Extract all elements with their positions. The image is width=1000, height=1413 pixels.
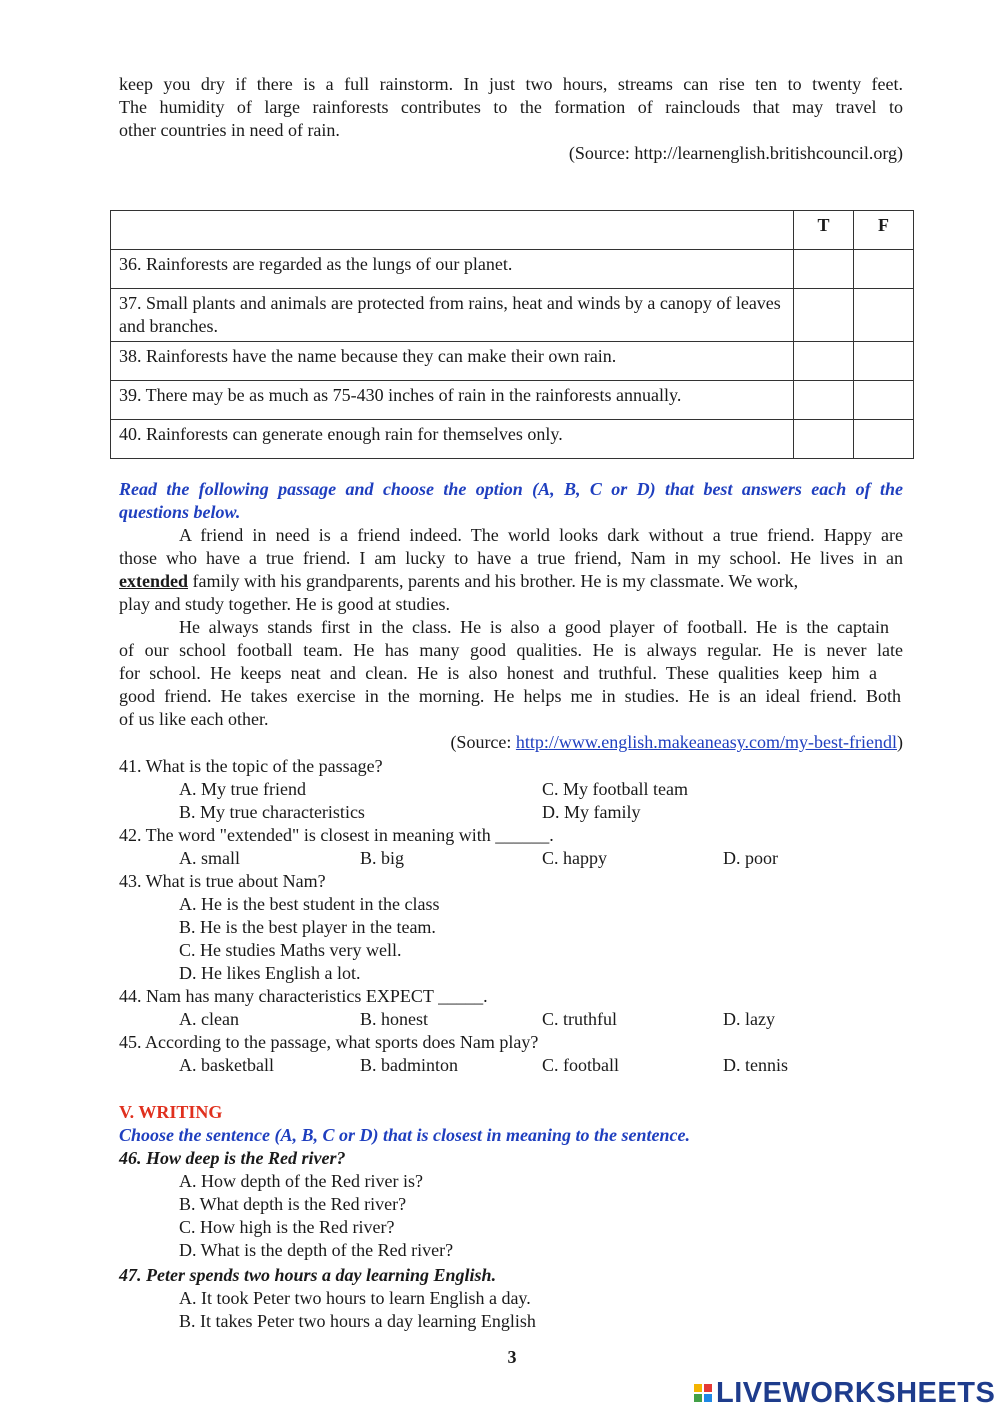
passage-text: family with his grandparents, parents and his brother. He is my classmate. We work, xyxy=(188,571,799,591)
true-false-table xyxy=(110,210,914,459)
answer-cell-true[interactable] xyxy=(794,342,854,381)
answer-cell-true[interactable] xyxy=(794,381,854,420)
option-a[interactable]: A. It took Peter two hours to learn English a day. xyxy=(179,1288,531,1308)
passage-line xyxy=(119,570,903,593)
passage-line: of us like each other. xyxy=(119,709,269,729)
option-c[interactable]: C. My football team xyxy=(542,779,688,799)
option-a[interactable]: A. He is the best student in the class xyxy=(179,894,440,914)
option-c[interactable]: C. He studies Maths very well. xyxy=(179,940,402,960)
option-d[interactable]: D. lazy xyxy=(723,1009,775,1029)
option-d[interactable]: D. He likes English a lot. xyxy=(179,963,361,983)
option-d[interactable]: D. poor xyxy=(723,848,778,868)
option-d[interactable]: D. My family xyxy=(542,802,641,822)
option-c[interactable]: C. How high is the Red river? xyxy=(179,1217,395,1237)
option-b[interactable]: B. badminton xyxy=(360,1055,458,1075)
passage-line: good friend. He takes exercise in the morning. He helps me in studies. He is an ideal friend. Both xyxy=(119,686,901,706)
option-c[interactable]: C. truthful xyxy=(542,1009,617,1029)
answer-cell-false[interactable] xyxy=(854,342,914,381)
option-a[interactable]: A. small xyxy=(179,848,240,868)
table-header-true: T xyxy=(794,211,854,250)
answer-cell-false[interactable] xyxy=(854,250,914,289)
reading-instruction: questions below. xyxy=(119,502,241,522)
passage-source: (Source: http://www.english.makeaneasy.com/my-best-friendl) xyxy=(450,732,903,752)
question-45: 45. According to the passage, what sports does Nam play? xyxy=(119,1032,539,1052)
question-46: 46. How deep is the Red river? xyxy=(119,1148,346,1168)
source-link[interactable]: http://www.english.makeaneasy.com/my-best-friendl xyxy=(515,732,897,752)
answer-cell-false[interactable] xyxy=(854,289,914,342)
underlined-word-extended: extended xyxy=(119,571,188,591)
option-a[interactable]: A. basketball xyxy=(179,1055,274,1075)
question-41: 41. What is the topic of the passage? xyxy=(119,756,383,776)
passage-line: of our school football team. He has many good qualities. He is always regular. He is never late xyxy=(119,640,903,660)
option-b[interactable]: B. big xyxy=(360,848,405,868)
answer-cell-true[interactable] xyxy=(794,420,854,459)
passage-line: The humidity of large rainforests contributes to the formation of rainclouds that may travel to xyxy=(119,97,903,117)
passage-line: for school. He keeps neat and clean. He is also honest and truthful. These qualities keep him a xyxy=(119,663,877,683)
answer-cell-true[interactable] xyxy=(794,289,854,342)
reading-instruction: Read the following passage and choose the option (A, B, C or D) that best answers each of the xyxy=(119,479,903,499)
question-47: 47. Peter spends two hours a day learning English. xyxy=(119,1265,497,1285)
statement-38: 38. Rainforests have the name because they can make their own rain. xyxy=(111,342,794,381)
option-b[interactable]: B. honest xyxy=(360,1009,429,1029)
option-b[interactable]: B. My true characteristics xyxy=(179,802,365,822)
statement-39: 39. There may be as much as 75-430 inches of rain in the rainforests annually. xyxy=(111,381,794,420)
passage-line: other countries in need of rain. xyxy=(119,120,340,140)
option-a[interactable]: A. clean xyxy=(179,1009,239,1029)
answer-cell-false[interactable] xyxy=(854,381,914,420)
passage-line: A friend in need is a friend indeed. The world looks dark without a true friend. Happy are xyxy=(179,525,903,545)
option-d[interactable]: D. tennis xyxy=(723,1055,788,1075)
writing-instruction: Choose the sentence (A, B, C or D) that is closest in meaning to the sentence. xyxy=(119,1125,691,1145)
passage-line: those who have a true friend. I am lucky to have a true friend, Nam in my school. He lives in an xyxy=(119,548,903,568)
liveworksheets-logo-icon xyxy=(694,1384,712,1402)
table-header-false: F xyxy=(854,211,914,250)
option-b[interactable]: B. What depth is the Red river? xyxy=(179,1194,407,1214)
passage-line: keep you dry if there is a full rainstorm. In just two hours, streams can rise ten to twenty feet. xyxy=(119,74,903,94)
option-c[interactable]: C. football xyxy=(542,1055,619,1075)
question-44: 44. Nam has many characteristics EXPECT _____. xyxy=(119,986,488,1006)
table-header-blank xyxy=(111,211,794,250)
passage-line: play and study together. He is good at studies. xyxy=(119,594,450,614)
option-b[interactable]: B. He is the best player in the team. xyxy=(179,917,436,937)
statement-40: 40. Rainforests can generate enough rain for themselves only. xyxy=(111,420,794,459)
passage-source: (Source: http://learnenglish.britishcouncil.org) xyxy=(568,143,903,163)
brand-name: LIVEWORKSHEETS xyxy=(716,1376,996,1409)
question-42: 42. The word "extended" is closest in meaning with ______. xyxy=(119,825,554,845)
answer-cell-true[interactable] xyxy=(794,250,854,289)
question-43: 43. What is true about Nam? xyxy=(119,871,326,891)
statement-36: 36. Rainforests are regarded as the lungs of our planet. xyxy=(111,250,794,289)
passage-line: He always stands first in the class. He is also a good player of football. He is the captain xyxy=(179,617,889,637)
page-number: 3 xyxy=(507,1347,517,1367)
liveworksheets-logo[interactable] xyxy=(694,1378,995,1408)
option-d[interactable]: D. What is the depth of the Red river? xyxy=(179,1240,454,1260)
statement-37: 37. Small plants and animals are protected from rains, heat and winds by a canopy of leaves and branches. xyxy=(111,289,794,342)
option-a[interactable]: A. My true friend xyxy=(179,779,306,799)
option-c[interactable]: C. happy xyxy=(542,848,607,868)
answer-cell-false[interactable] xyxy=(854,420,914,459)
option-b[interactable]: B. It takes Peter two hours a day learning English xyxy=(179,1311,536,1331)
option-a[interactable]: A. How depth of the Red river is? xyxy=(179,1171,423,1191)
section-heading-writing: V. WRITING xyxy=(119,1102,223,1122)
